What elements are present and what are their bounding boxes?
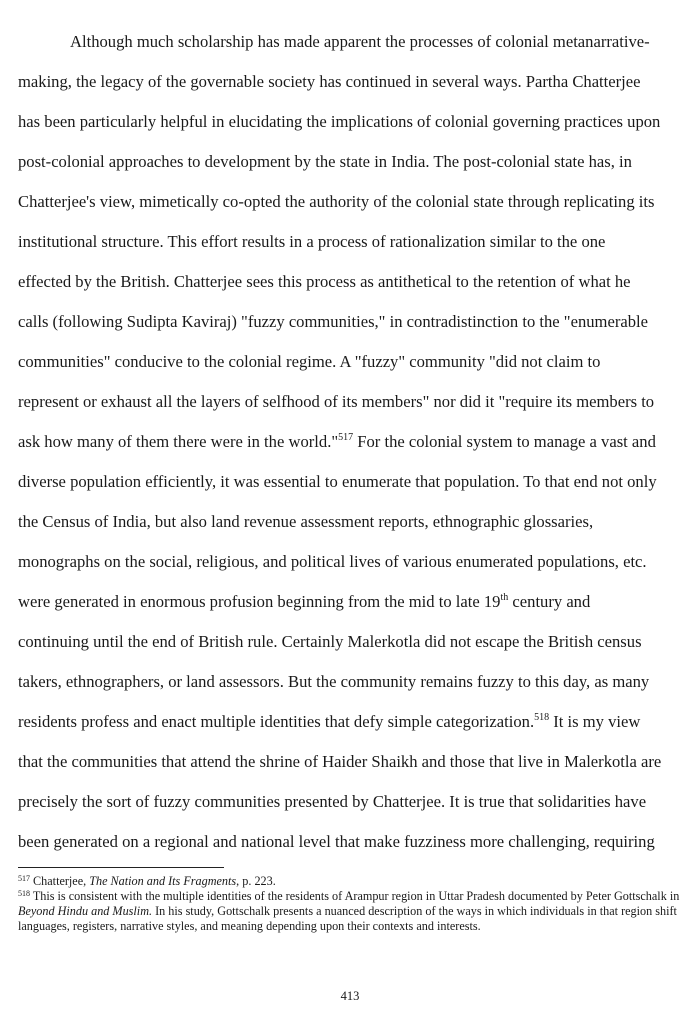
footnote-separator [18,867,224,868]
text-line: represent or exhaust all the layers of selfhood of its members" nor did it "require its members to [18,392,655,411]
text-line: diverse population efficiently, it was essential to enumerate that population. To that end not only [18,472,657,491]
footnote-reference-518[interactable]: 518 [534,712,550,723]
text-line: continuing until the end of British rule. Certainly Malerkotla did not escape the British census [18,632,642,651]
text-line: calls (following Sudipta Kaviraj) "fuzzy communities," in contradistinction to the "enumerable [18,312,648,331]
text-line: that the communities that attend the shrine of Haider Shaikh and those that live in Malerkotla are [18,752,662,771]
text-line: Chatterjee's view, mimetically co-opted the authority of the colonial state through replicating its [18,192,655,211]
ordinal-superscript: th [500,592,509,603]
footnotes-section [18,874,686,934]
footnote-518: $^{518}$ This is consistent with the multiple identities of the residents of Arampur region in Uttar Pradesh documented by Peter Gottschalk in Beyond Hindu and Muslim. In his study, Gottschalk presents a nuanced description of the ways in which individuals in that region shift languages, registers, narrative styles, and meaning depending upon their contexts and interests. [18,889,680,933]
text-line: been generated on a regional and national level that make fuzziness more challenging, requiring [18,832,655,851]
book-title: Beyond Hindu and Muslim. [18,904,153,918]
footnote-number: 517 [18,874,30,883]
text-line: has been particularly helpful in elucidating the implications of colonial governing practices upon [18,112,661,131]
text-line: precisely the sort of fuzzy communities presented by Chatterjee. It is true that solidarities have [18,792,647,811]
text-line: ask how many of them there were in the world."$^{517}$ For the colonial system to manage a vast and [18,432,656,451]
text-line: institutional structure. This effort results in a process of rationalization similar to the one [18,232,606,251]
page-number: 413 [340,989,360,1003]
text-line: effected by the British. Chatterjee sees this process as antithetical to the retention of what he [18,272,631,291]
text-line: the Census of India, but also land revenue assessment reports, ethnographic glossaries, [18,512,594,531]
text-line: takers, ethnographers, or land assessors. But the community remains fuzzy to this day, as many [18,672,650,691]
footnote-number: 518 [18,889,30,898]
text-line: residents profess and enact multiple identities that defy simple categorization.$^{518}$ It is my view [18,712,641,731]
book-title: The Nation and Its Fragments [89,874,237,888]
text-line: Although much scholarship has made apparent the processes of colonial metanarrative- [70,32,650,51]
text-line: were generated in enormous profusion beginning from the mid to late 19th century and [18,592,591,611]
footnote-reference-517[interactable]: 517 [338,432,354,443]
text-line: post-colonial approaches to development by the state in India. The post-colonial state has, in [18,152,632,171]
body-paragraph [18,22,686,862]
footnote-517: $^{517}$ Chatterjee, The Nation and Its Fragments, p. 223. [18,874,276,888]
text-line: monographs on the social, religious, and political lives of various enumerated populations, etc. [18,552,647,571]
text-line: communities" conducive to the colonial regime. A "fuzzy" community "did not claim to [18,352,601,371]
text-line: making, the legacy of the governable society has continued in several ways. Partha Chatterjee [18,72,641,91]
